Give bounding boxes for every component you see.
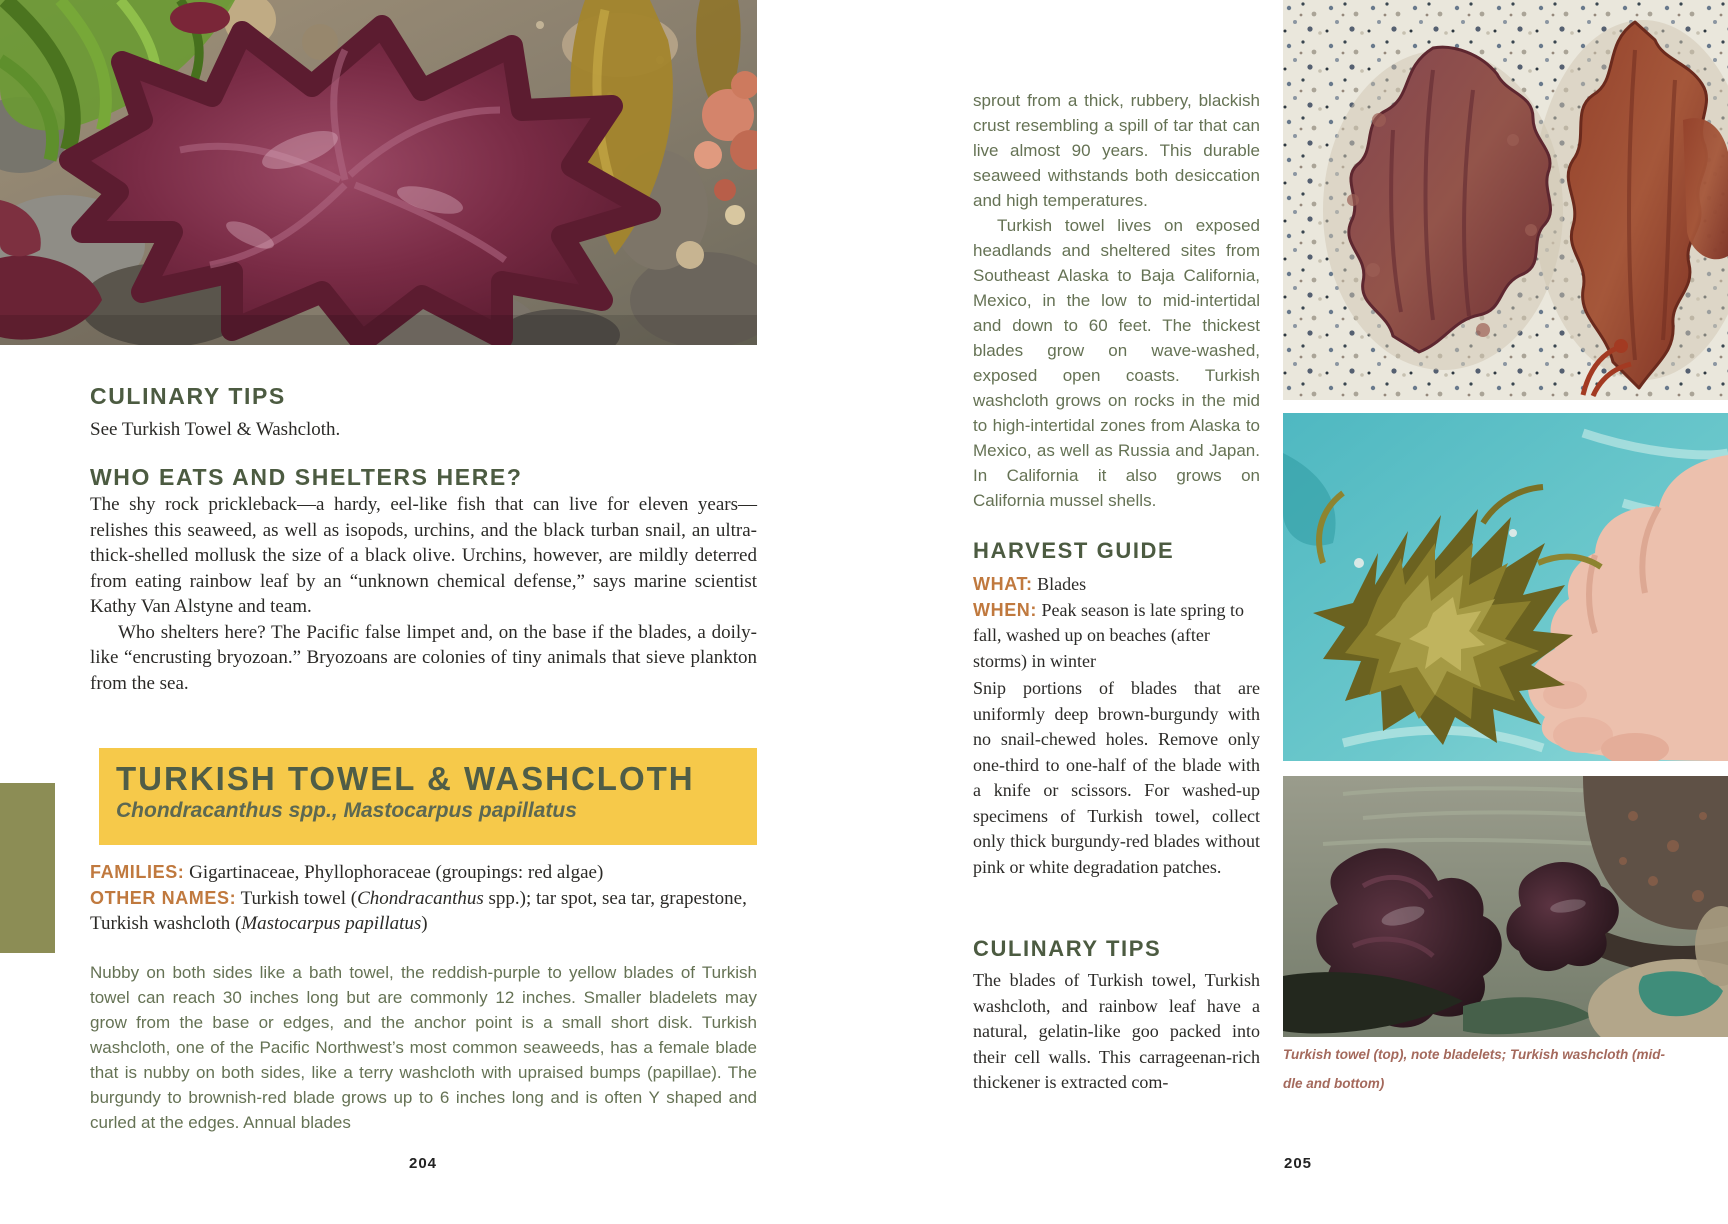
- page-number-right: 205: [1283, 1155, 1313, 1172]
- harvest-when-line: [973, 598, 1260, 675]
- photo-turkish-towel-sand: [1283, 0, 1728, 400]
- what-text: Blades: [1032, 574, 1087, 594]
- photo-hand-seaweed: [1283, 413, 1728, 761]
- photo-rainbow-leaf-tidepool-art: [0, 0, 757, 345]
- families-label: FAMILIES:: [90, 862, 185, 882]
- right-column-runover: [973, 88, 1260, 513]
- other-names-seg3: spp.); tar spot, sea tar, grapestone, Turkish washcloth (: [90, 887, 747, 934]
- who-eats-paragraphs: [90, 492, 757, 696]
- page-number-left: 204: [408, 1155, 438, 1172]
- chapter-side-tab: [0, 783, 55, 953]
- other-names-seg4: Mastocarpus papillatus: [241, 913, 422, 934]
- when-text: Peak season is late spring to fall, washed up on beaches (after storms) in winter: [973, 599, 1244, 671]
- families-block: [90, 860, 757, 937]
- species-title: TURKISH TOWEL & WASHCLOTH: [116, 760, 695, 797]
- species-intro-paragraph: Nubby on both sides like a bath towel, the reddish-purple to yellow blades of Turkish towel can reach 30 inches long but are commonly 12 inches. Smaller bladelets may grow from the base or edges, and the anchor point is a small short disk. Turkish washcloth, one of the Pacific Northwest’s most common seaweeds, has a female blade that is nubby on both sides, like a terry washcloth with upraised bumps (papillae). The burgundy to brownish-red blade grows up to 6 inches long and is often Y shaped and curled at the edges. Annual blades: [90, 963, 757, 1132]
- photo-washcloth-tidepool-art: [1283, 776, 1728, 1037]
- who-eats-para1: The shy rock prickleback—a hardy, eel-like fish that can live for eleven years—relishes this seaweed, as well as isopods, urchins, and the black turban snail, an ultra-thick-shelled mollusk the size of a black olive. Urchins, however, are mildly deterred from eating rainbow leaf by an “unknown chemical defense,” says marine scientist Kathy Van Alstyne and team.: [90, 494, 757, 617]
- photo-caption-line2: dle and bottom): [1283, 1076, 1385, 1091]
- when-label: WHEN:: [973, 599, 1037, 620]
- what-label: WHAT:: [973, 574, 1033, 594]
- photo-caption-line1: Turkish towel (top), note bladelets; Turkish washcloth (mid-: [1283, 1047, 1666, 1062]
- other-names-label: OTHER NAMES:: [90, 887, 237, 908]
- families-text: Gigartinaceae, Phyllophoraceae (groupings: red algae): [184, 862, 604, 883]
- heading-culinary-tips-right: CULINARY TIPS: [973, 936, 1162, 961]
- photo-hand-seaweed-art: [1283, 413, 1728, 761]
- photo-caption: [1283, 1040, 1665, 1098]
- harvest-what-line: [973, 572, 1260, 598]
- other-names-seg2: Chondracanthus: [357, 887, 484, 909]
- photo-washcloth-tidepool: [1283, 776, 1728, 1037]
- heading-harvest-guide: HARVEST GUIDE: [973, 538, 1175, 563]
- heading-culinary-tips-left: CULINARY TIPS: [90, 383, 286, 409]
- heading-who-eats: WHO EATS AND SHELTERS HERE?: [90, 464, 523, 490]
- runover-para2: Turkish towel lives on exposed headlands and sheltered sites from Southeast Alaska to Baja California, Mexico, in the low to mid-intertidal and down to 60 feet. The thickest blades grow on wave-washed, exposed open coasts. Turkish washcloth grows on rocks in the mid to high-intertidal zones from Alaska to Mexico, as well as Russia and Japan. In California it also grows on California mussel shells.: [973, 216, 1260, 510]
- other-names-seg1: Turkish towel (: [236, 887, 358, 909]
- culinary-tips-left-body: See Turkish Towel & Washcloth.: [90, 419, 341, 440]
- photo-turkish-towel-sand-art: [1283, 0, 1728, 400]
- who-eats-para2: Who shelters here? The Pacific false limpet and, on the base if the blades, a doily-like “encrusting bryozoan.” Bryozoans are colonies of tiny animals that sieve plankton from the sea.: [90, 621, 757, 694]
- culinary-tips-right-body: The blades of Turkish towel, Turkish washcloth, and rainbow leaf have a natural, gelatin-like goo packed into their cell walls. This carrageenan-rich thickener is extracted com-: [973, 970, 1260, 1092]
- other-names-line: [90, 886, 757, 937]
- harvest-what-when: [973, 572, 1260, 674]
- other-names-seg5: ): [421, 913, 428, 934]
- runover-para1: sprout from a thick, rubbery, blackish crust resembling a spill of tar that can live almost 90 years. This durable seaweed withstands both desiccation and high temperatures.: [973, 91, 1260, 210]
- harvest-body: Snip portions of blades that are uniformly deep brown-burgundy with no snail-chewed holes. Remove only one-third to one-half of the blade with a knife or scissors. For washed-up specimens of Turkish towel, collect only thick burgundy-red blades without pink or white degradation patches.: [973, 678, 1260, 877]
- species-title-box: [99, 748, 757, 845]
- species-subtitle: Chondracanthus spp., Mastocarpus papillatus: [116, 799, 577, 822]
- families-line: [90, 860, 757, 886]
- photo-rainbow-leaf-tidepool: [0, 0, 757, 345]
